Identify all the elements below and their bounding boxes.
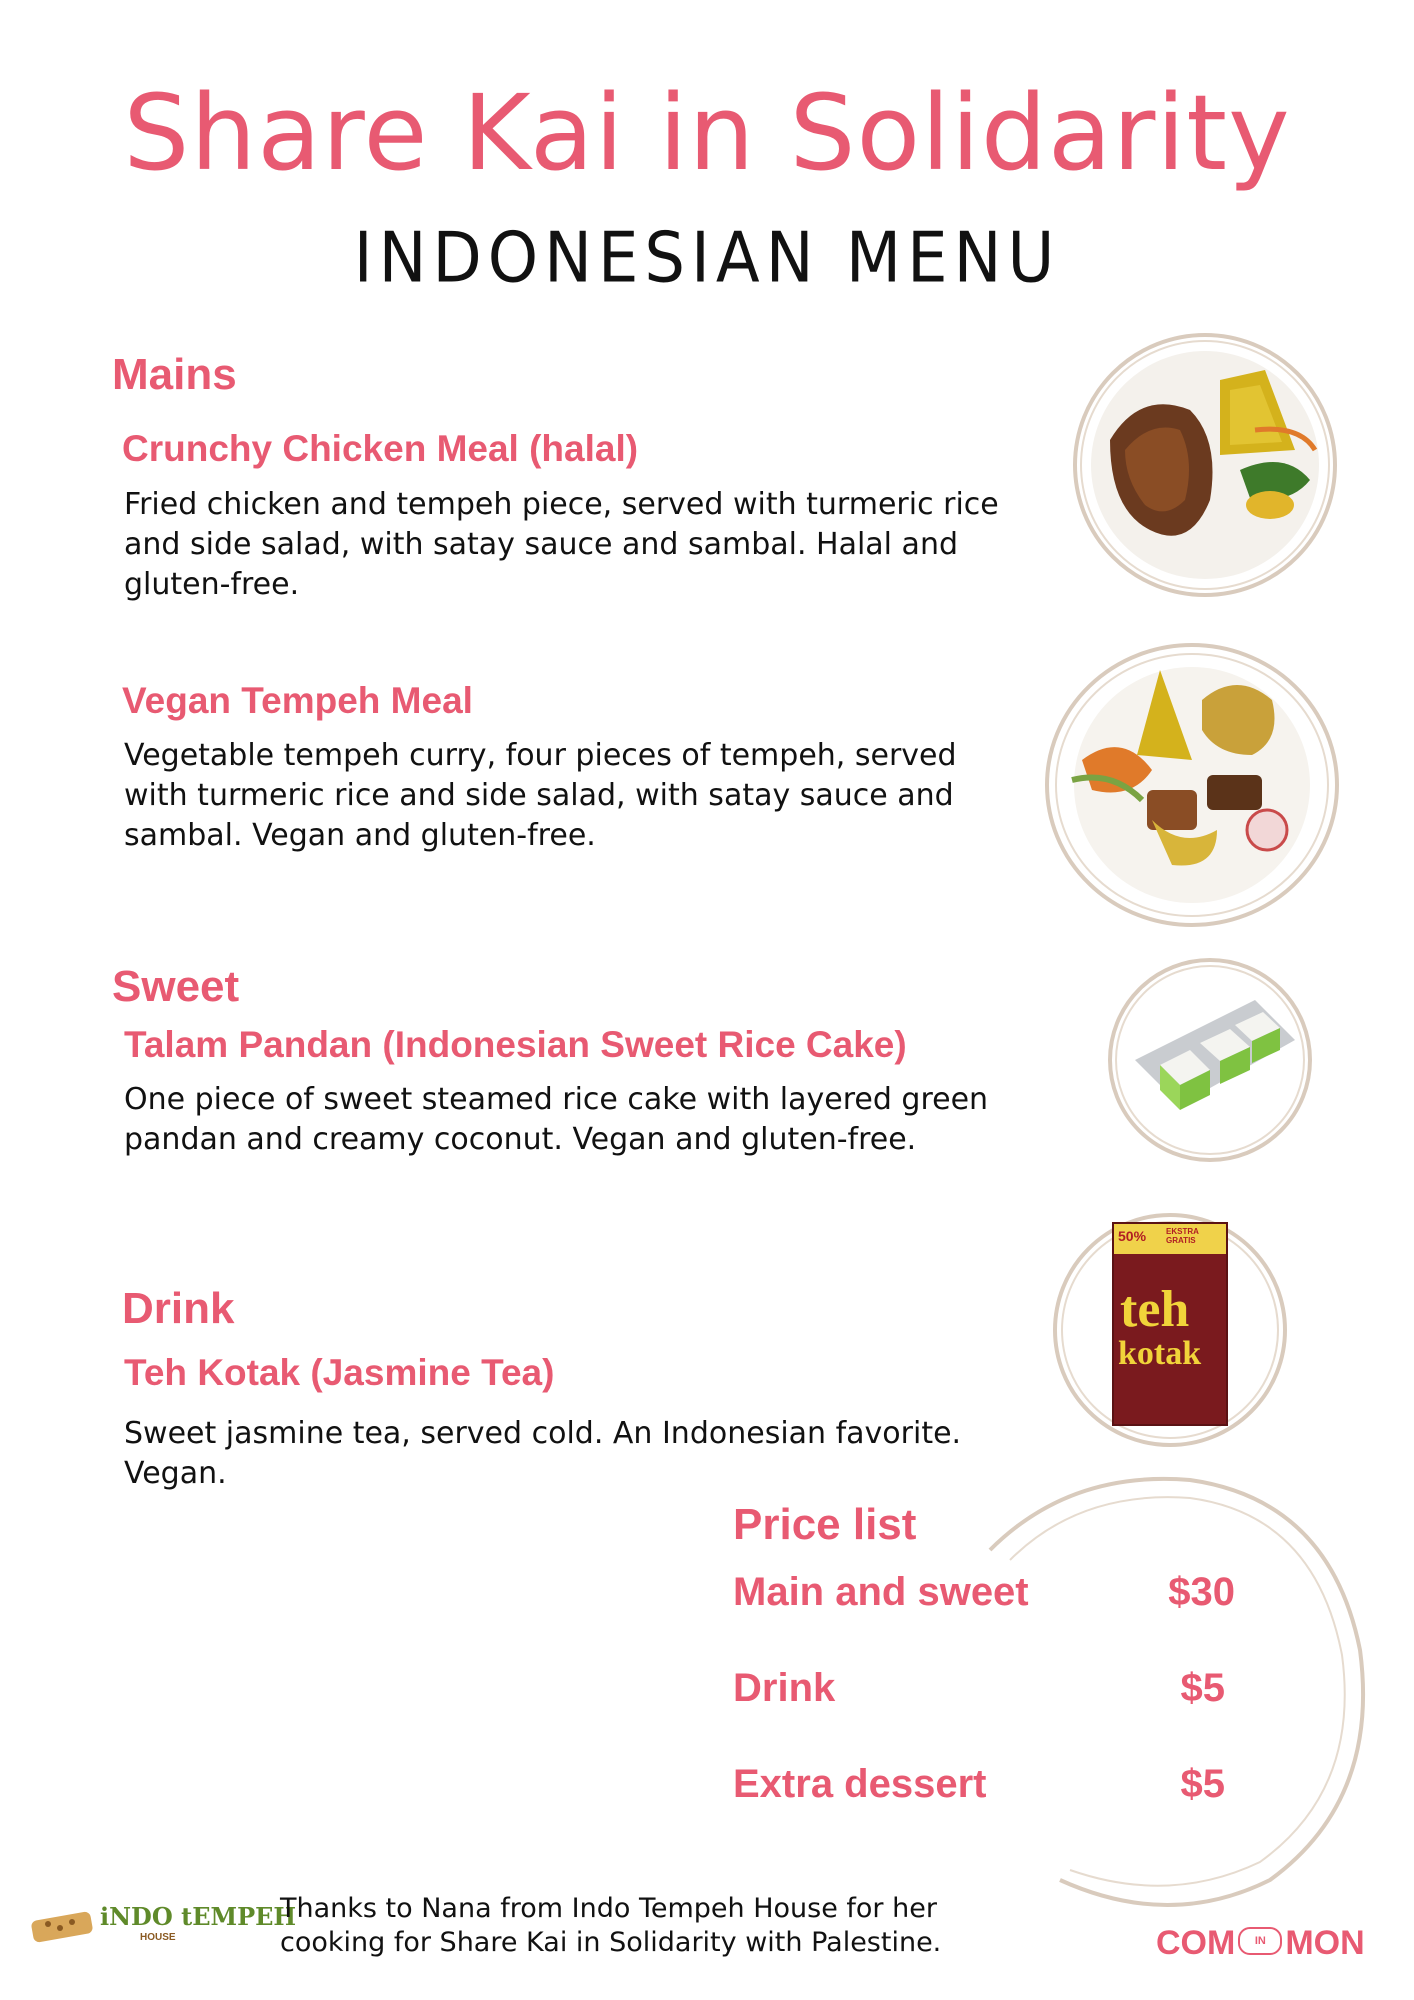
page-subtitle: INDONESIAN MENU [353,219,1061,299]
menu-item-description [124,1080,1044,1160]
section-heading-drink: Drink [122,1284,235,1333]
logo-wordmark: iNDO tEMPEH [100,1902,297,1931]
description-line: One piece of sweet steamed rice cake with layered green [124,1082,989,1117]
tea-box-badge: 50% [1118,1228,1147,1244]
menu-item-description [124,485,1044,605]
logo-subtext: HOUSE [140,1932,176,1943]
thanks-line: cooking for Share Kai in Solidarity with Palestine. [280,1927,942,1958]
description-line: gluten-free. [124,567,300,602]
thanks-line: Thanks to Nana from Indo Tempeh House for her [280,1893,937,1924]
tea-box-logo-line2: kotak [1118,1335,1202,1372]
menu-item-title: Talam Pandan (Indonesian Sweet Rice Cake) [124,1024,907,1065]
description-line: Vegetable tempeh curry, four pieces of tempeh, served [124,738,957,773]
description-line: sambal. Vegan and gluten-free. [124,818,596,853]
description-line: and side salad, with satay sauce and sambal. Halal and [124,527,958,562]
tea-box-badge-note: EKSTRA GRATIS [1166,1227,1199,1245]
menu-item-description [124,736,1044,856]
indo-tempeh-house-logo [28,1900,297,1954]
thanks-note [280,1892,941,1960]
logo-part-mon: MON [1285,1924,1365,1962]
price-row-label: Main and sweet [733,1570,1029,1614]
menu-item-title: Vegan Tempeh Meal [122,680,473,721]
menu-item-description [124,1414,1044,1494]
description-line: Sweet jasmine tea, served cold. An Indonesian favorite. [124,1416,962,1451]
tea-box-logo-line1: teh [1120,1281,1190,1338]
menu-item-title: Teh Kotak (Jasmine Tea) [124,1352,555,1393]
rice-cake-photo [1105,955,1315,1165]
description-line: with turmeric rice and side salad, with satay sauce and [124,778,954,813]
price-row-value: $30 [1168,1570,1235,1614]
logo-part-in: IN [1238,1927,1282,1955]
price-row-label: Extra dessert [733,1762,987,1806]
description-line: pandan and creamy coconut. Vegan and gluten-free. [124,1122,917,1157]
tempeh-meal-photo [1042,640,1342,930]
tea-box [1112,1222,1228,1426]
section-heading-mains: Mains [112,350,237,399]
price-row-value: $5 [1180,1666,1225,1710]
menu-item-title: Crunchy Chicken Meal (halal) [122,428,639,469]
description-line: Fried chicken and tempeh piece, served with turmeric rice [124,487,999,522]
logo-part-com: COM [1156,1924,1236,1962]
description-line: Vegan. [124,1456,227,1491]
common-logo [1156,1924,1365,1964]
price-row-value: $5 [1180,1762,1225,1806]
teh-kotak-photo [1050,1210,1290,1450]
chicken-meal-photo [1070,330,1340,600]
page-title: Share Kai in Solidarity [123,72,1291,194]
section-heading-sweet: Sweet [112,962,240,1011]
price-row-label: Drink [733,1666,836,1710]
tempeh-block-icon [28,1906,98,1948]
price-list-heading: Price list [733,1500,917,1549]
